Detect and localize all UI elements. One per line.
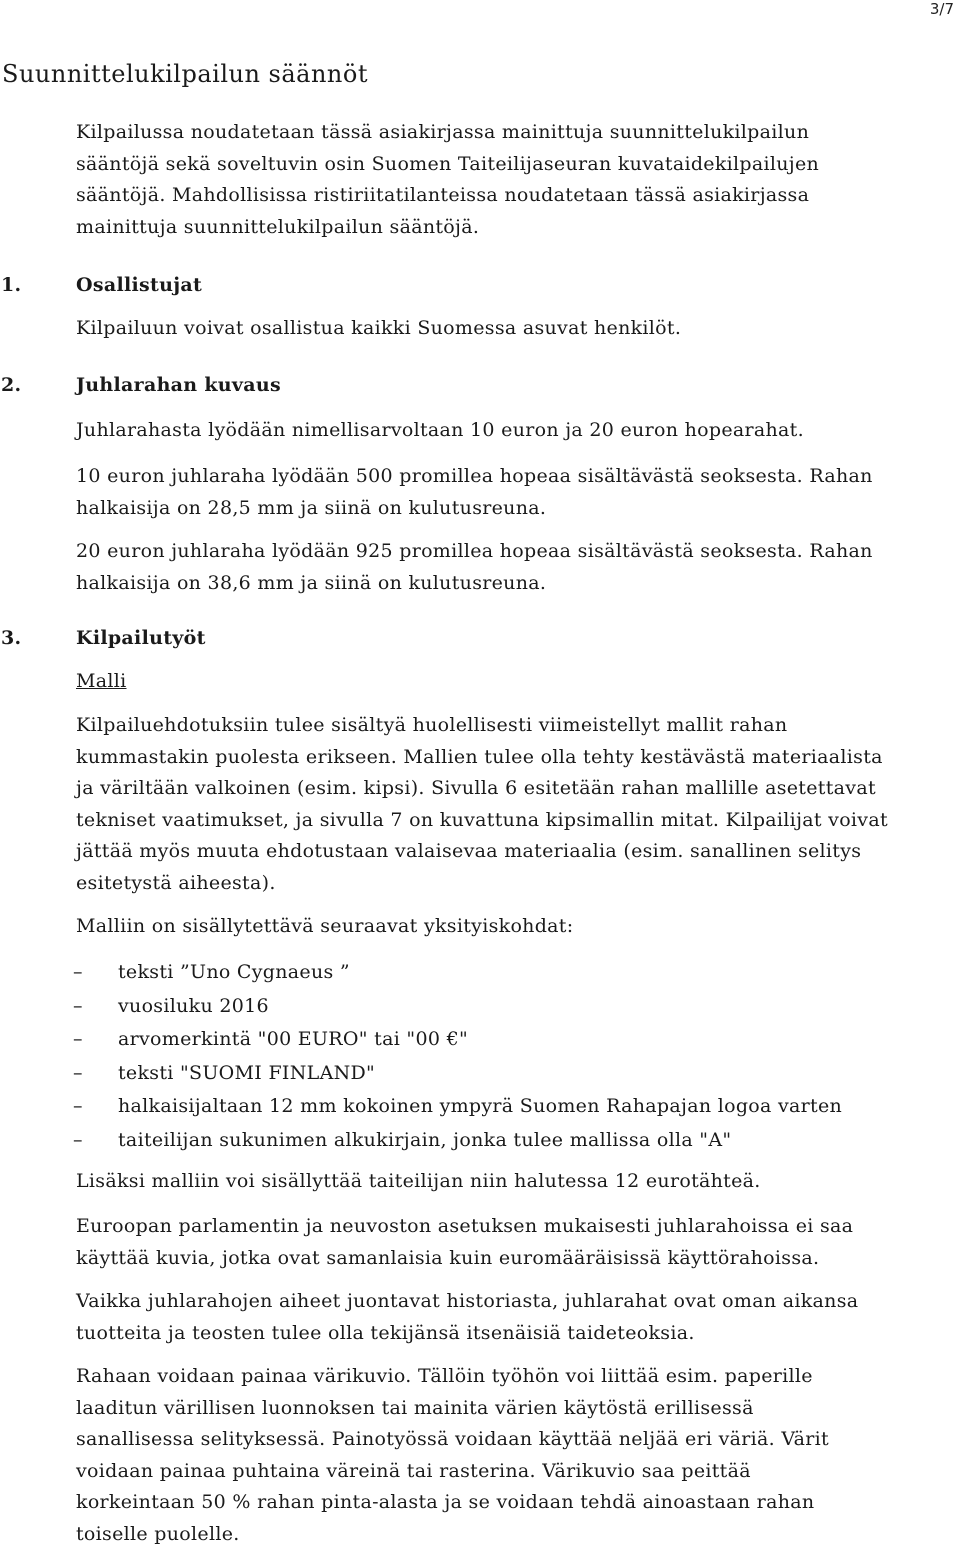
list-item (73, 1057, 916, 1091)
section-3-paragraph: Lisäksi malliin voi sisällyttää taiteilijan niin halutessa 12 eurotähteä. (76, 1170, 761, 1192)
section-3-paragraph: Malliin on sisällytettävä seuraavat yksityiskohdat: (76, 915, 574, 937)
dash-marker: – (73, 1095, 83, 1117)
list-item (73, 1090, 916, 1124)
section-3-heading (1, 623, 206, 655)
section-title: Osallistujat (76, 274, 203, 296)
section-1-paragraph: Kilpailuun voivat osallistua kaikki Suomessa asuvat henkilöt. (76, 317, 682, 339)
section-2-paragraph: Juhlarahasta lyödään nimellisarvoltaan 10 euron ja 20 euron hopearahat. (76, 419, 804, 441)
dash-marker: – (73, 1061, 83, 1084)
page-number: 3/7 (929, 0, 954, 18)
list-item (73, 1023, 916, 1057)
section-3-paragraph: Euroopan parlamentin ja neuvoston asetuksen mukaisesti juhlarahoissa ei saa käyttää kuvia, jotka ovat samanlaisia kuin euromääräisissä käyttörahoissa. (76, 1215, 854, 1269)
document-title: Suunnittelukilpailun säännöt (2, 60, 368, 88)
section-2-paragraph: 10 euron juhlaraha lyödään 500 promillea hopeaa sisältävästä seoksesta. Rahan halkaisija on 28,5 mm ja siinä on kulutusreuna. (76, 465, 873, 519)
section-title: Kilpailutyöt (76, 627, 206, 649)
section-title: Juhlarahan kuvaus (76, 374, 281, 396)
dash-marker: – (73, 994, 83, 1017)
details-list (73, 956, 916, 1157)
section-1-heading (1, 270, 202, 302)
subheading-malli: Malli (76, 670, 127, 692)
section-number: 1. (1, 274, 22, 296)
dash-marker: – (73, 961, 83, 983)
section-3-paragraph: Vaikka juhlarahojen aiheet juontavat historiasta, juhlarahat ovat oman aikansa tuotteita ja teosten tulee olla tekijänsä itsenäisiä taideteoksia. (76, 1290, 859, 1344)
section-3-paragraph: Rahaan voidaan painaa värikuvio. Tällöin työhön voi liittää esim. paperille laaditun värillisen luonnoksen tai mainita värien käytöstä erillisessä sanallisessa selityksessä. Painotyössä voidaan käyttää neljää eri väriä. Värit voidaan painaa puhtaina väreinä tai rasterina. Värikuvio saa peittää korkeintaan 50 % rahan pinta-alasta ja se voidaan tehdä ainoastaan rahan toiselle puolelle. (76, 1365, 829, 1545)
intro-paragraph: Kilpailussa noudatetaan tässä asiakirjassa mainittuja suunnittelukilpailun sääntöjä sekä soveltuvin osin Suomen Taiteilijaseuran kuvataidekilpailujen sääntöjä. Mahdollisissa ristiriitatilanteissa noudatetaan tässä asiakirjassa mainittuja suunnittelukilpailun sääntöjä. (76, 121, 820, 238)
list-item-text: arvomerkintä "00 EURO" tai "00 €" (118, 1028, 469, 1050)
section-2-heading (1, 370, 281, 402)
dash-marker: – (73, 1128, 83, 1151)
list-item (73, 956, 916, 990)
list-item-text: vuosiluku 2016 (118, 994, 269, 1017)
list-item (73, 990, 916, 1024)
section-number: 3. (1, 627, 22, 649)
section-2-paragraph: 20 euron juhlaraha lyödään 925 promillea hopeaa sisältävästä seoksesta. Rahan halkaisija on 38,6 mm ja siinä on kulutusreuna. (76, 540, 873, 594)
list-item-text: taiteilijan sukunimen alkukirjain, jonka tulee mallissa olla "A" (118, 1128, 732, 1151)
dash-marker: – (73, 1028, 83, 1050)
section-number: 2. (1, 374, 22, 396)
section-3-paragraph: Kilpailuehdotuksiin tulee sisältyä huolellisesti viimeistellyt mallit rahan kummastakin puolesta erikseen. Mallien tulee olla tehty kestävästä materiaalista ja väriltään valkoinen (esim. kipsi). Sivulla 6 esitetään rahan mallille asetettavat tekniset vaatimukset, ja sivulla 7 on kuvattuna kipsimallin mitat. Kilpailijat voivat jättää myös muuta ehdotustaan valaisevaa materiaalia (esim. sanallinen selitys esitetystä aiheesta). (76, 714, 888, 894)
list-item-text: halkaisijaltaan 12 mm kokoinen ympyrä Suomen Rahapajan logoa varten (118, 1095, 843, 1117)
list-item (73, 1124, 916, 1158)
list-item-text: teksti "SUOMI FINLAND" (118, 1061, 376, 1084)
list-item-text: teksti ”Uno Cygnaeus ” (118, 961, 350, 983)
